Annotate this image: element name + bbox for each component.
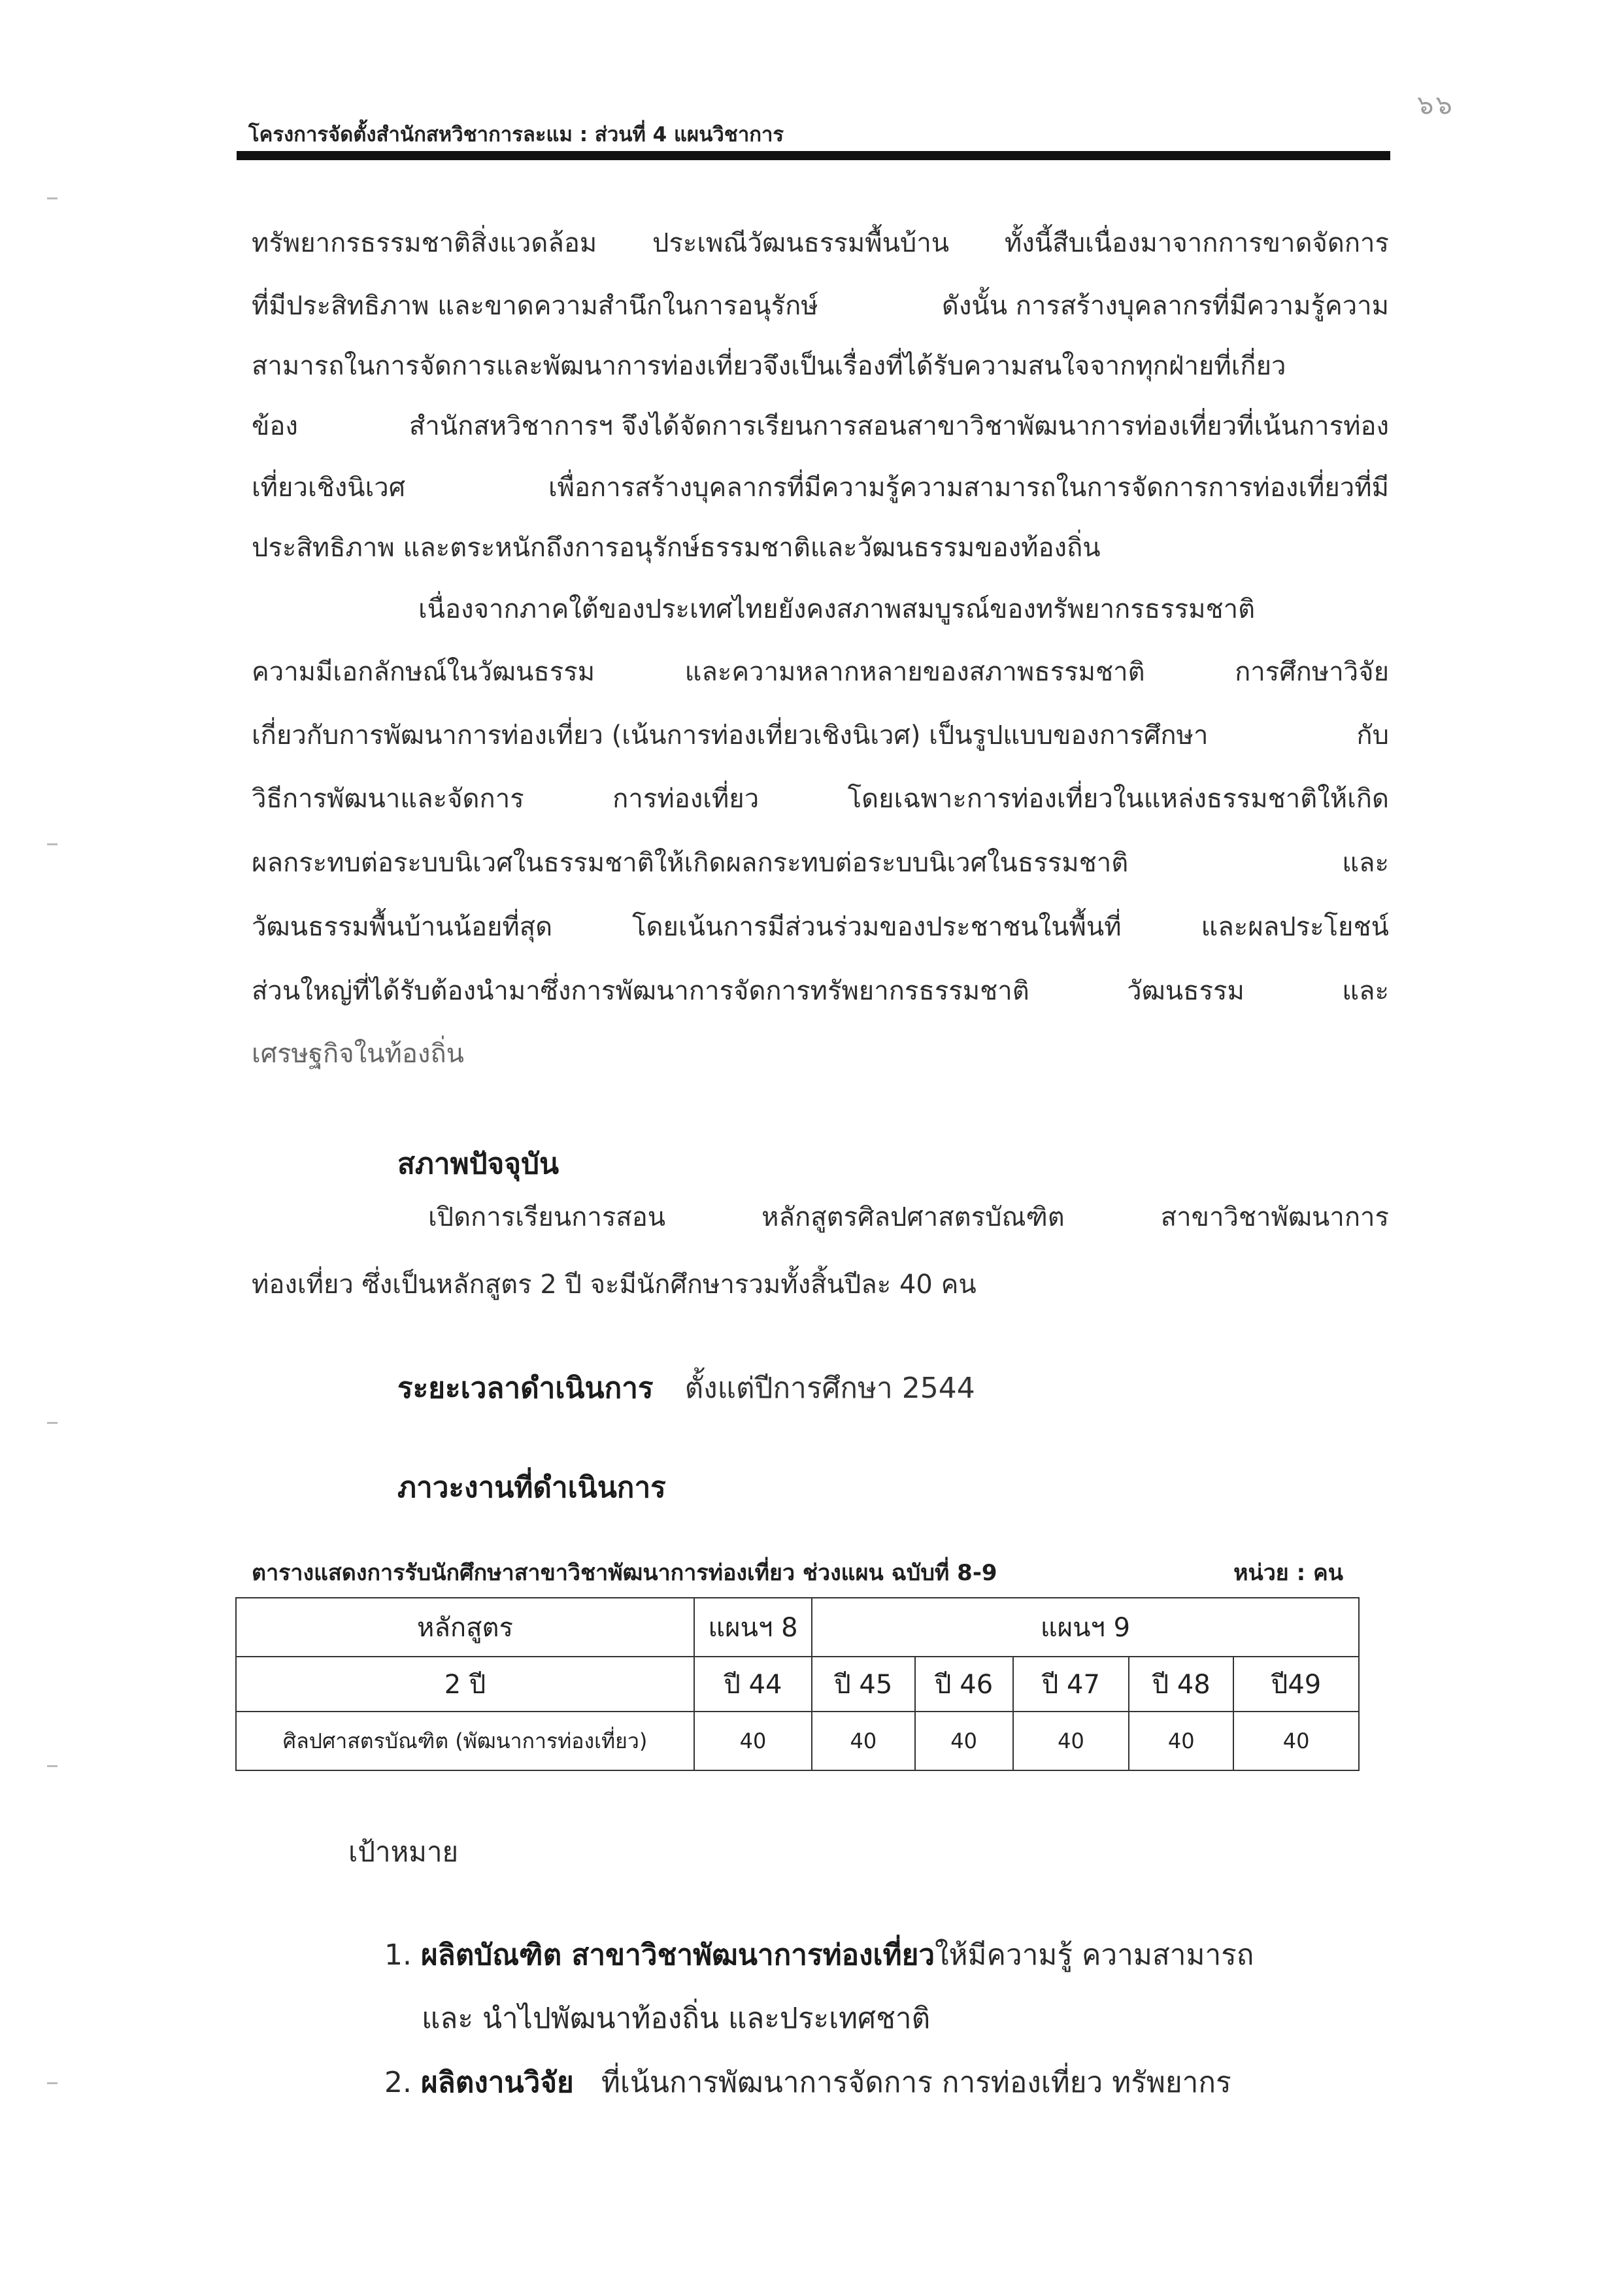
- value-cell: 40: [812, 1712, 915, 1770]
- page-number: ๖๖: [1417, 90, 1454, 120]
- year-cell: ปี 46: [915, 1657, 1013, 1712]
- goal-item-2: [384, 2059, 1231, 2105]
- duration-cell: 2 ปี: [236, 1657, 694, 1712]
- goal-number: 2.: [384, 2066, 412, 2099]
- text-line: ทรัพยากรธรรมชาติสิ่งแวดล้อม ประเพณีวัฒนธรรมพื้นบ้าน ทั้งนี้สืบเนื่องมาจากการขาดจัดการ: [252, 228, 1389, 258]
- text-line: ท่องเที่ยว ซึ่งเป็นหลักสูตร 2 ปี จะมีนักศึกษารวมทั้งสิ้นปีละ 40 คน: [252, 1270, 977, 1300]
- goal-title: ผลิตงานวิจัย: [420, 2066, 574, 2099]
- table-caption: [252, 1555, 1343, 1590]
- year-cell: ปี 48: [1129, 1657, 1233, 1712]
- text-line: เกี่ยวกับการพัฒนาการท่องเที่ยว (เน้นการท่องเที่ยวเชิงนิเวศ) เป็นรูปแบบของการศึกษา กับ: [252, 720, 1389, 751]
- goal-item-1: [384, 1932, 1254, 1978]
- year-cell: ปี 45: [812, 1657, 915, 1712]
- value-cell: 40: [1129, 1712, 1233, 1770]
- text-line: ความมีเอกลักษณ์ในวัฒนธรรม และความหลากหลายของสภาพธรรมชาติ การศึกษาวิจัย: [252, 657, 1389, 687]
- text-line: เที่ยวเชิงนิเวศ เพื่อการสร้างบุคลากรที่มีความรู้ความสามารถในการจัดการการท่องเที่ยวที่มี: [252, 473, 1389, 503]
- header-plan9: แผนฯ 9: [812, 1598, 1359, 1657]
- value-cell: 40: [694, 1712, 812, 1770]
- text-line: ที่มีประสิทธิภาพ และขาดความสำนึกในการอนุรักษ์ ดังนั้น การสร้างบุคลากรที่มีความรู้ความ: [252, 291, 1389, 321]
- text-line: เศรษฐกิจในท้องถิ่น: [252, 1039, 464, 1069]
- goal-title: ผลิตบัณฑิต สาขาวิชาพัฒนาการท่องเที่ยว: [420, 1938, 935, 1972]
- scan-speck: [47, 843, 58, 845]
- running-header: โครงการจัดตั้งสำนักสหวิชาการละแม : ส่วนที่ 4 แผนวิชาการ: [248, 123, 784, 146]
- header-rule: [237, 151, 1390, 160]
- scan-speck: [47, 2082, 58, 2084]
- scan-speck: [47, 1765, 58, 1767]
- goal-number: 1.: [384, 1938, 412, 1972]
- text-line: ข้อง สำนักสหวิชาการฯ จึงได้จัดการเรียนการสอนสาขาวิชาพัฒนาการท่องเที่ยวที่เน้นการท่อง: [252, 411, 1389, 441]
- text-line: ส่วนใหญ่ที่ได้รับต้องนำมาซึ่งการพัฒนาการจัดการทรัพยากรธรรมชาติ วัฒนธรรม และ: [252, 976, 1389, 1006]
- year-cell: ปี 44: [694, 1657, 812, 1712]
- goals-heading: เป้าหมาย: [348, 1836, 459, 1868]
- goal-text: ให้มีความรู้ ความสามารถ: [935, 1938, 1254, 1972]
- scan-speck: [47, 197, 58, 199]
- scan-speck: [47, 1422, 58, 1424]
- table-header-row: [236, 1598, 1359, 1657]
- section-heading-current-state: สภาพปัจจุบัน: [397, 1147, 560, 1181]
- text-line: วิธีการพัฒนาและจัดการ การท่องเที่ยว โดยเฉพาะการท่องเที่ยวในแหล่งธรรมชาติให้เกิด: [252, 784, 1389, 814]
- enrollment-table: [235, 1597, 1360, 1771]
- value-cell: 40: [915, 1712, 1013, 1770]
- year-cell: ปี 47: [1013, 1657, 1129, 1712]
- duration-value: ตั้งแต่ปีการศึกษา 2544: [684, 1372, 975, 1405]
- text-line: สามารถในการจัดการและพัฒนาการท่องเที่ยวจึงเป็นเรื่องที่ได้รับความสนใจจากทุกฝ่ายที่เกี่ยว: [252, 351, 1286, 381]
- goal-item-1-continuation: และ นำไปพัฒนาท้องถิ่น และประเทศชาติ: [422, 2002, 931, 2035]
- value-cell: 40: [1013, 1712, 1129, 1770]
- text-line: ประสิทธิภาพ และตระหนักถึงการอนุรักษ์ธรรมชาติและวัฒนธรรมของท้องถิ่น: [252, 533, 1101, 563]
- goal-text: ที่เน้นการพัฒนาการจัดการ การท่องเที่ยว ทรัพยากร: [601, 2066, 1231, 2099]
- course-name-cell: ศิลปศาสตรบัณฑิต (พัฒนาการท่องเที่ยว): [236, 1712, 694, 1770]
- paragraph-first-line: เนื่องจากภาคใต้ของประเทศไทยยังคงสภาพสมบูรณ์ของทรัพยากรธรรมชาติ: [418, 594, 1256, 624]
- text-line: เปิดการเรียนการสอน หลักสูตรศิลปศาสตรบัณฑิต สาขาวิชาพัฒนาการ: [428, 1202, 1389, 1232]
- section-heading-workload: ภาวะงานที่ดำเนินการ: [397, 1471, 666, 1504]
- duration-label: ระยะเวลาดำเนินการ: [397, 1372, 654, 1405]
- header-plan8: แผนฯ 8: [694, 1598, 812, 1657]
- header-course: หลักสูตร: [236, 1598, 694, 1657]
- table-row: [236, 1712, 1359, 1770]
- year-cell: ปี49: [1233, 1657, 1359, 1712]
- text-line: วัฒนธรรมพื้นบ้านน้อยที่สุด โดยเน้นการมีส่วนร่วมของประชาชนในพื้นที่ และผลประโยชน์: [252, 912, 1389, 942]
- text-line: ผลกระทบต่อระบบนิเวศในธรรมชาติให้เกิดผลกระทบต่อระบบนิเวศในธรรมชาติ และ: [252, 848, 1389, 878]
- value-cell: 40: [1233, 1712, 1359, 1770]
- table-year-row: [236, 1657, 1359, 1712]
- table-unit: หน่วย : คน: [1233, 1560, 1343, 1586]
- table-caption-title: ตารางแสดงการรับนักศึกษาสาขาวิชาพัฒนาการท่องเที่ยว ช่วงแผน ฉบับที่ 8-9: [252, 1560, 997, 1586]
- duration-row: [397, 1365, 975, 1411]
